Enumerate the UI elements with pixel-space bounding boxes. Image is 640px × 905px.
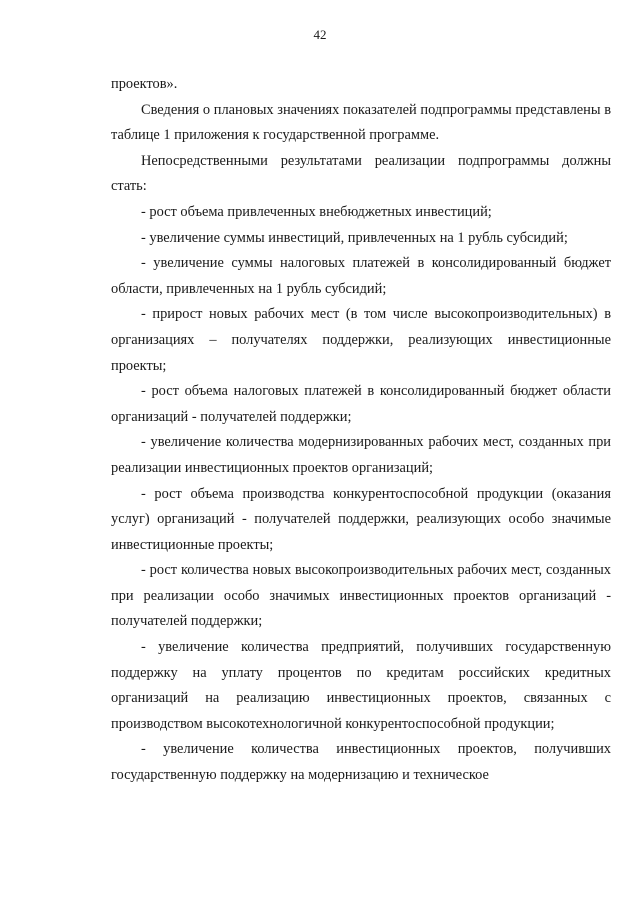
list-item: - увеличение количества модернизированных рабочих мест, созданных при реализации инвестиционных проектов организаций;: [111, 434, 611, 476]
list-item: - прирост новых рабочих мест (в том числе высокопроизводительных) в организациях – получателях поддержки, реализующих инвестиционные проекты;: [111, 306, 611, 374]
paragraph-continuation: проектов».: [111, 76, 178, 92]
list-item: - увеличение количества предприятий, получивших государственную поддержку на уплату процентов по кредитам российских кредитных организаций на реализацию инвестиционных проектов, связанных с производством высокотехнологичной конкурентоспособной продукции;: [111, 639, 611, 732]
paragraph-results-intro: Непосредственными результатами реализации подпрограммы должны стать:: [111, 152, 611, 195]
list-item: - увеличение суммы инвестиций, привлеченных на 1 рубль субсидий;: [141, 229, 568, 246]
list-item: - рост объема привлеченных внебюджетных инвестиций;: [141, 203, 492, 220]
list-item: - рост объема производства конкурентоспособной продукции (оказания услуг) организаций - получателей поддержки, реализующих особо значимые инвестиционные проекты;: [111, 485, 611, 553]
list-item: - увеличение суммы налоговых платежей в консолидированный бюджет области, привлеченных на 1 рубль субсидий;: [111, 255, 611, 297]
list-item: - рост количества новых высокопроизводительных рабочих мест, созданных при реализации особо значимых инвестиционных проектов организаций - получателей поддержки;: [111, 562, 611, 630]
page-number: 42: [313, 27, 327, 42]
list-item: - увеличение количества инвестиционных проектов, получивших государственную поддержку на модернизацию и техническое: [111, 741, 611, 784]
paragraph-indicators-info: Сведения о плановых значениях показателей подпрограммы представлены в таблице 1 приложения к государственной программе.: [111, 101, 611, 144]
document-body: [111, 72, 611, 789]
list-item: - рост объема налоговых платежей в консолидированный бюджет области организаций - получателей поддержки;: [111, 383, 611, 425]
